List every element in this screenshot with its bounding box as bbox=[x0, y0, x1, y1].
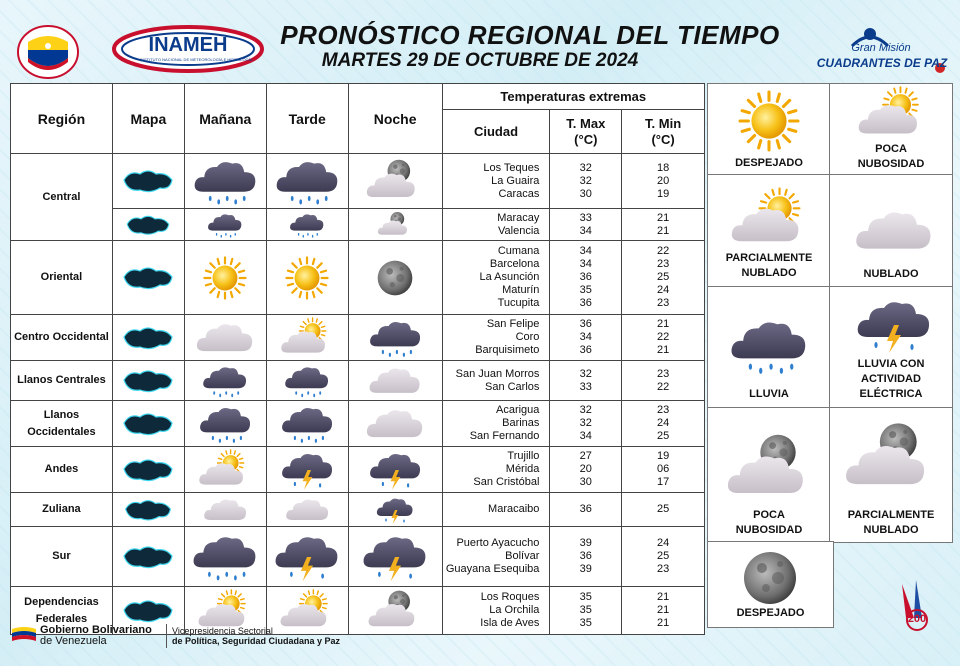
city-list: Puerto Ayacucho Bolívar Guayana Esequiba bbox=[442, 527, 550, 587]
partly-cloudy-icon bbox=[726, 187, 816, 251]
city-list: Los Roques La Orchila Isla de Aves bbox=[442, 587, 550, 635]
footer-divider bbox=[166, 624, 167, 648]
venezuela-emblem-logo bbox=[16, 24, 80, 80]
region-map-icon bbox=[120, 542, 176, 572]
forecast-morning bbox=[184, 527, 266, 587]
legend-lluvia-electrica bbox=[829, 286, 953, 409]
forecast-afternoon bbox=[266, 361, 348, 401]
legend-label: PARCIALMENTE NUBLADO bbox=[725, 252, 813, 279]
header-tmax-unit: (°C) bbox=[574, 131, 598, 147]
city-list: Los Teques La Guaira Caracas bbox=[442, 154, 550, 209]
city-list: Cumana Barcelona La Asunción Maturín Tucupita bbox=[442, 241, 550, 315]
forecast-night bbox=[348, 447, 442, 493]
forecast-night bbox=[348, 241, 442, 315]
storm-icon bbox=[367, 449, 424, 491]
region-name: Dependencias Federales bbox=[11, 587, 113, 635]
region-name: Llanos Centrales bbox=[11, 361, 113, 401]
region-map-icon bbox=[120, 166, 176, 196]
city-list: Acarigua Barinas San Fernando bbox=[442, 401, 550, 447]
header-tmin-label: T. Min bbox=[645, 115, 682, 131]
forecast-afternoon bbox=[266, 493, 348, 527]
cloud-icon bbox=[194, 318, 256, 358]
header-region: Región bbox=[11, 84, 113, 154]
tmin-values: 21 22 21 bbox=[622, 315, 705, 361]
region-map bbox=[112, 315, 184, 361]
forecast-night bbox=[348, 154, 442, 209]
tmax-values: 33 34 bbox=[550, 209, 622, 241]
forecast-morning bbox=[184, 493, 266, 527]
forecast-afternoon bbox=[266, 401, 348, 447]
tmin-values: 22 23 25 24 23 bbox=[622, 241, 705, 315]
region-map-icon bbox=[120, 496, 176, 524]
legend-label: NUBLADO bbox=[863, 268, 919, 280]
forecast-afternoon bbox=[266, 315, 348, 361]
forecast-night bbox=[348, 587, 442, 635]
gran-mision-text: Gran Misión bbox=[851, 42, 911, 54]
moon-cloud-icon bbox=[842, 420, 942, 496]
header-night: Noche bbox=[348, 84, 442, 154]
footer-gov bbox=[40, 625, 152, 647]
legend-label: DESPEJADO bbox=[736, 607, 805, 619]
moon-cloud-icon bbox=[364, 158, 426, 204]
rain-icon bbox=[191, 156, 260, 207]
forecast-morning bbox=[184, 154, 266, 209]
storm-icon bbox=[279, 449, 336, 491]
city-list: San Juan Morros San Carlos bbox=[442, 361, 550, 401]
forecast-morning bbox=[184, 209, 266, 241]
rain-icon bbox=[726, 315, 812, 377]
legend-lluvia bbox=[707, 286, 831, 409]
forecast-table bbox=[10, 83, 705, 635]
forecast-night bbox=[348, 527, 442, 587]
cloud-icon bbox=[364, 404, 426, 444]
header-tmax bbox=[550, 110, 622, 154]
legend-label: PARCIALMENTE NUBLADO bbox=[847, 509, 935, 536]
storm-icon bbox=[375, 495, 415, 525]
tmin-values: 18 20 19 bbox=[622, 154, 705, 209]
sun-icon bbox=[285, 256, 329, 300]
legend-poca-nubosidad bbox=[829, 83, 953, 176]
legend-noche-parcialmente-nublado bbox=[829, 407, 953, 543]
moon-icon bbox=[740, 548, 800, 608]
footer-gov-line1: Gobierno Bolivariano bbox=[40, 624, 152, 636]
region-name: Andes bbox=[11, 447, 113, 493]
region-name: Llanos Occidentales bbox=[11, 401, 113, 447]
forecast-morning bbox=[184, 315, 266, 361]
header-morning: Mañana bbox=[184, 84, 266, 154]
legend-despejado bbox=[707, 83, 831, 176]
rain-icon bbox=[201, 363, 249, 399]
storm-icon bbox=[360, 531, 430, 583]
region-map-icon bbox=[120, 596, 176, 626]
table-row bbox=[11, 154, 705, 209]
partly-cloudy-icon bbox=[852, 86, 934, 142]
storm-icon bbox=[272, 531, 342, 583]
tmin-values: 21 21 21 bbox=[622, 587, 705, 635]
inameh-logo-text: INAMEH bbox=[148, 34, 228, 56]
header-tmax-label: T. Max bbox=[566, 115, 606, 131]
cloud-icon bbox=[367, 363, 423, 399]
rain-icon bbox=[206, 211, 244, 239]
forecast-night bbox=[348, 209, 442, 241]
forecast-night bbox=[348, 361, 442, 401]
footer-vice bbox=[172, 626, 340, 646]
header-city: Ciudad bbox=[442, 110, 550, 154]
legend-noche-poca-nubosidad bbox=[707, 407, 831, 543]
tmin-values: 23 22 bbox=[622, 361, 705, 401]
tmin-values: 19 06 17 bbox=[622, 447, 705, 493]
footer-gov-line2: de Venezuela bbox=[40, 635, 107, 647]
city-list: Maracaibo bbox=[442, 493, 550, 527]
region-map-icon bbox=[120, 212, 176, 238]
inameh-logo bbox=[110, 24, 266, 74]
anniversary-number: 200 bbox=[907, 613, 927, 625]
region-map-icon bbox=[120, 263, 176, 293]
region-name: Sur bbox=[11, 527, 113, 587]
city-list: Trujillo Mérida San Cristóbal bbox=[442, 447, 550, 493]
tmax-values: 36 bbox=[550, 493, 622, 527]
legend-nublado bbox=[829, 174, 953, 288]
sun-icon bbox=[203, 256, 247, 300]
header-map: Mapa bbox=[112, 84, 184, 154]
tmin-values: 24 25 23 bbox=[622, 527, 705, 587]
inameh-logo-subtext: INSTITUTO NACIONAL DE METEOROLOGÍA E HIDROLOGÍA bbox=[140, 57, 253, 62]
forecast-night bbox=[348, 315, 442, 361]
header-extremes: Temperaturas extremas bbox=[442, 84, 704, 110]
tmax-values: 32 32 30 bbox=[550, 154, 622, 209]
rain-icon bbox=[367, 317, 424, 359]
page-title: PRONÓSTICO REGIONAL DEL TIEMPO bbox=[280, 20, 780, 50]
legend-label: LLUVIA bbox=[749, 388, 789, 400]
moon-cloud-icon bbox=[376, 211, 414, 239]
table-row bbox=[11, 401, 705, 447]
rain-icon bbox=[279, 403, 336, 445]
city-list: Maracay Valencia bbox=[442, 209, 550, 241]
forecast-night bbox=[348, 401, 442, 447]
region-name: Zuliana bbox=[11, 493, 113, 527]
forecast-afternoon bbox=[266, 527, 348, 587]
legend-noche-despejado bbox=[707, 541, 834, 628]
table-row bbox=[11, 361, 705, 401]
page-date: MARTES 29 DE OCTUBRE DE 2024 bbox=[321, 50, 639, 71]
table-row bbox=[11, 447, 705, 493]
forecast-morning bbox=[184, 361, 266, 401]
moon-cloud-icon bbox=[724, 432, 820, 504]
legend-label: POCA NUBOSIDAD bbox=[735, 509, 803, 536]
storm-icon bbox=[852, 295, 936, 355]
region-name: Centro Occidental bbox=[11, 315, 113, 361]
sun-icon bbox=[738, 90, 800, 152]
cloud-icon bbox=[202, 495, 249, 525]
venezuela-flag-icon bbox=[12, 625, 36, 645]
region-map-icon bbox=[120, 323, 176, 353]
forecast-morning bbox=[184, 241, 266, 315]
table-row bbox=[11, 527, 705, 587]
rain-icon bbox=[288, 211, 326, 239]
rain-icon bbox=[197, 403, 254, 445]
footer-vice-line1: Vicepresidencia Sectorial bbox=[172, 626, 273, 636]
tmin-values: 23 24 25 bbox=[622, 401, 705, 447]
header-tmin-unit: (°C) bbox=[651, 131, 675, 147]
cuadrantes-de-paz-text: CUADRANTES DE PAZ bbox=[816, 56, 948, 70]
footer-vice-line2: de Política, Seguridad Ciudadana y Paz bbox=[172, 636, 341, 646]
tmax-values: 32 32 34 bbox=[550, 401, 622, 447]
ayacucho-anniversary-logo bbox=[892, 578, 942, 642]
tmin-values: 25 bbox=[622, 493, 705, 527]
forecast-morning bbox=[184, 447, 266, 493]
partly-cloudy-icon bbox=[197, 449, 253, 491]
rain-icon bbox=[283, 363, 331, 399]
partly-cloudy-icon bbox=[279, 317, 335, 359]
tmax-values: 39 36 39 bbox=[550, 527, 622, 587]
cloud-icon bbox=[284, 495, 331, 525]
region-map bbox=[112, 447, 184, 493]
moon-cloud-icon bbox=[366, 589, 425, 633]
cloud-icon bbox=[852, 205, 936, 257]
tmax-values: 34 34 36 35 36 bbox=[550, 241, 622, 315]
header-tmin bbox=[622, 110, 705, 154]
legend-label: LLUVIA CON ACTIVIDAD ELÉCTRICA bbox=[857, 358, 925, 400]
region-map bbox=[112, 493, 184, 527]
region-map bbox=[112, 241, 184, 315]
region-map-icon bbox=[120, 366, 176, 396]
region-map bbox=[112, 361, 184, 401]
forecast-afternoon bbox=[266, 447, 348, 493]
table-row bbox=[11, 493, 705, 527]
forecast-afternoon bbox=[266, 209, 348, 241]
gran-mision-logo bbox=[812, 24, 952, 79]
tmax-values: 32 33 bbox=[550, 361, 622, 401]
region-name: Central bbox=[11, 154, 113, 241]
tmax-values: 35 35 35 bbox=[550, 587, 622, 635]
legend-label: POCA NUBOSIDAD bbox=[857, 143, 925, 170]
region-map-icon bbox=[120, 409, 176, 439]
region-map-icon bbox=[120, 455, 176, 485]
table-row bbox=[11, 241, 705, 315]
region-map bbox=[112, 154, 184, 209]
table-row bbox=[11, 209, 705, 241]
region-map bbox=[112, 209, 184, 241]
city-list: San Felipe Coro Barquisimeto bbox=[442, 315, 550, 361]
tmax-values: 27 20 30 bbox=[550, 447, 622, 493]
table-row bbox=[11, 315, 705, 361]
forecast-afternoon bbox=[266, 154, 348, 209]
rain-icon bbox=[190, 531, 260, 583]
moon-icon bbox=[375, 258, 415, 298]
tmin-values: 21 21 bbox=[622, 209, 705, 241]
forecast-morning bbox=[184, 401, 266, 447]
legend-parcialmente-nublado bbox=[707, 174, 831, 288]
tmax-values: 36 34 36 bbox=[550, 315, 622, 361]
forecast-night bbox=[348, 493, 442, 527]
header-afternoon: Tarde bbox=[266, 84, 348, 154]
region-map bbox=[112, 527, 184, 587]
legend-label: DESPEJADO bbox=[735, 157, 803, 169]
region-name: Oriental bbox=[11, 241, 113, 315]
rain-icon bbox=[273, 156, 342, 207]
region-map bbox=[112, 401, 184, 447]
forecast-afternoon bbox=[266, 241, 348, 315]
